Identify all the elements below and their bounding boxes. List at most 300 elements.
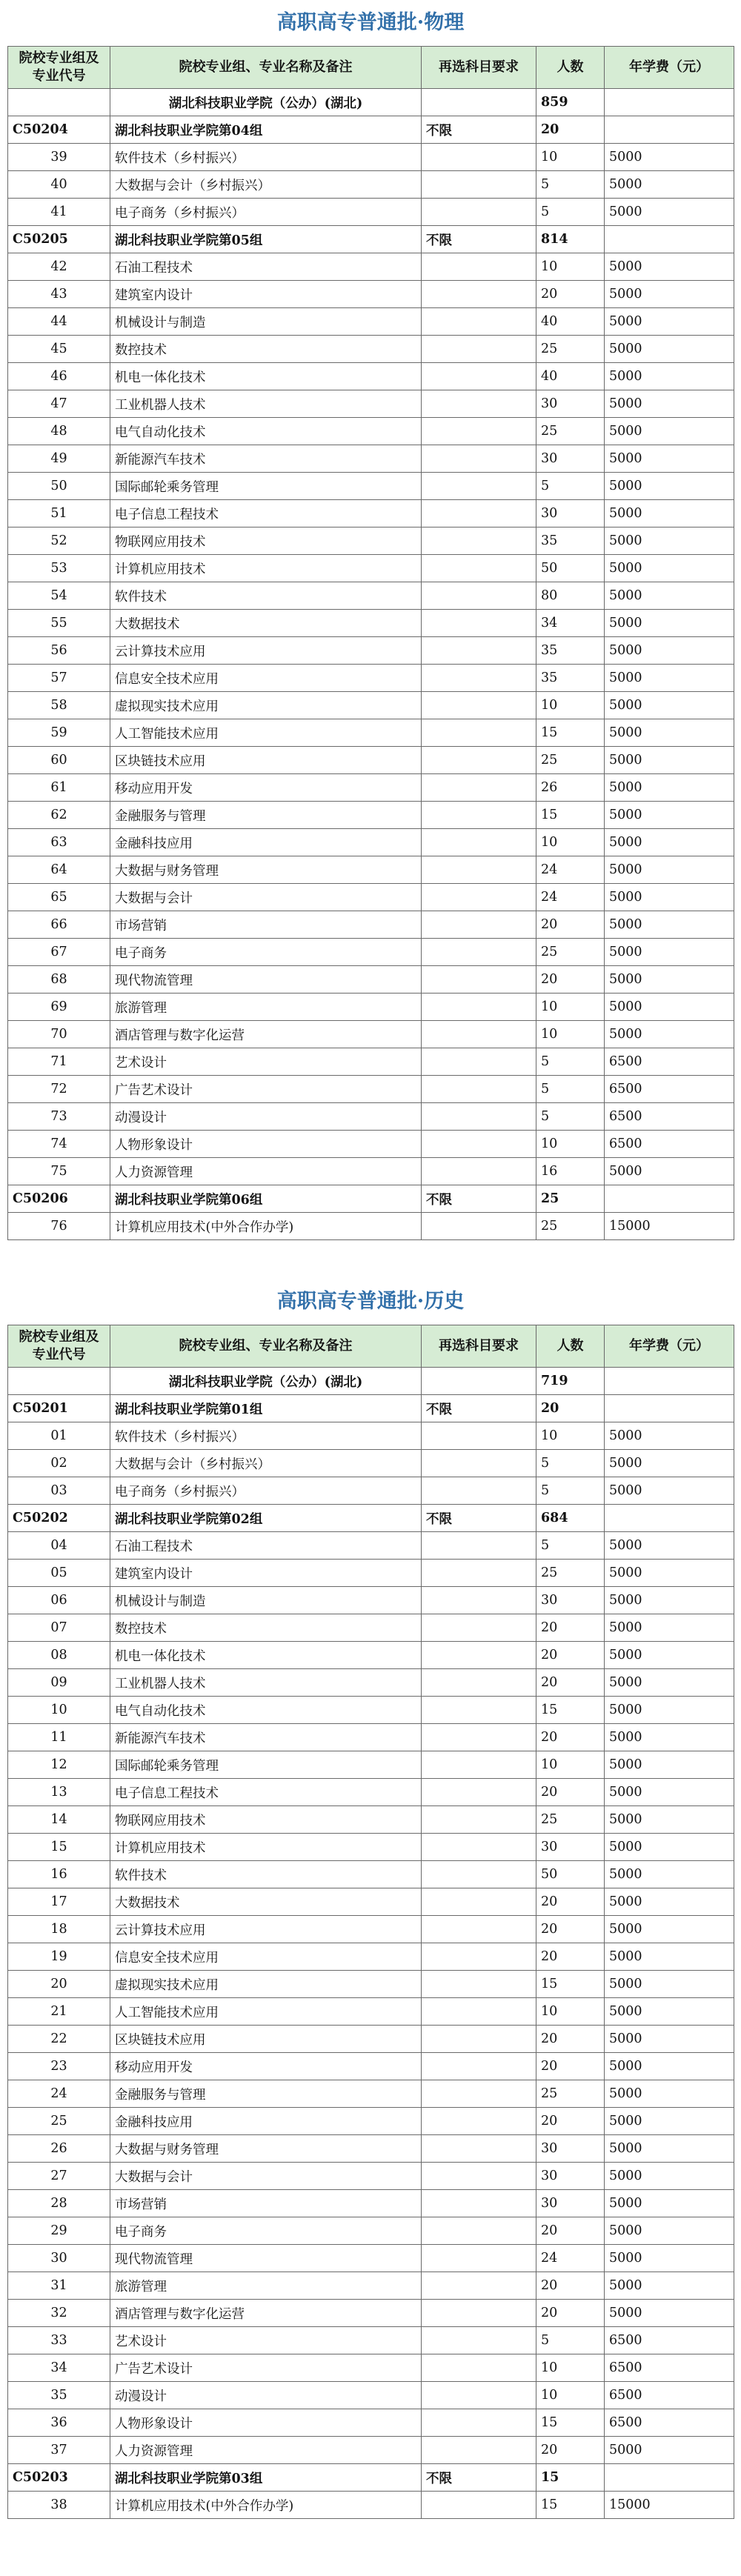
table-row	[8, 637, 734, 665]
row-requirement	[422, 1103, 536, 1131]
table-row	[8, 994, 734, 1021]
row-code: 05	[8, 1560, 110, 1587]
row-requirement	[422, 1834, 536, 1861]
row-count: 5	[536, 199, 605, 226]
row-name: 人力资源管理	[110, 1158, 422, 1185]
row-count: 20	[536, 911, 605, 939]
section-title: 高职高专普通批·历史	[276, 1290, 465, 1313]
row-name: 现代物流管理	[110, 966, 422, 994]
table-row	[8, 2300, 734, 2327]
row-name: 电子商务	[110, 939, 422, 966]
row-fee: 5000	[605, 1450, 734, 1477]
table-row	[8, 1587, 734, 1614]
row-requirement	[422, 610, 536, 637]
table-row	[8, 774, 734, 802]
row-code: 13	[8, 1779, 110, 1806]
row-code: 37	[8, 2437, 110, 2464]
row-code: 36	[8, 2409, 110, 2437]
row-requirement	[422, 802, 536, 829]
table-header-row	[8, 47, 734, 89]
row-name: 软件技术	[110, 1861, 422, 1888]
row-name: 市场营销	[110, 2190, 422, 2217]
row-code: 54	[8, 582, 110, 610]
table-row	[8, 2217, 734, 2245]
row-name: 人工智能技术应用	[110, 1998, 422, 2026]
admission-table	[7, 1325, 734, 2519]
table-row	[8, 2163, 734, 2190]
row-code: 64	[8, 856, 110, 884]
row-count: 30	[536, 445, 605, 473]
table-row	[8, 1943, 734, 1971]
row-fee: 5000	[605, 994, 734, 1021]
group-row	[8, 1505, 734, 1532]
row-code: 58	[8, 692, 110, 719]
row-fee: 5000	[605, 939, 734, 966]
row-requirement	[422, 500, 536, 527]
row-name: 软件技术（乡村振兴）	[110, 1422, 422, 1450]
row-name: 国际邮轮乘务管理	[110, 473, 422, 500]
row-requirement	[422, 665, 536, 692]
row-name: 金融服务与管理	[110, 802, 422, 829]
row-requirement	[422, 2190, 536, 2217]
row-code: C50203	[8, 2464, 110, 2492]
row-count: 5	[536, 473, 605, 500]
table-row	[8, 610, 734, 637]
table-row	[8, 1532, 734, 1560]
row-name: 数控技术	[110, 1614, 422, 1642]
group-row	[8, 1395, 734, 1422]
row-fee: 5000	[605, 336, 734, 363]
row-fee: 5000	[605, 582, 734, 610]
row-code: 24	[8, 2080, 110, 2108]
row-name: 酒店管理与数字化运营	[110, 2300, 422, 2327]
row-fee: 5000	[605, 884, 734, 911]
row-count: 20	[536, 966, 605, 994]
row-count: 5	[536, 1477, 605, 1505]
row-fee: 5000	[605, 692, 734, 719]
row-code: 20	[8, 1971, 110, 1998]
table-row	[8, 308, 734, 336]
row-code: 73	[8, 1103, 110, 1131]
row-name: 建筑室内设计	[110, 281, 422, 308]
row-code: 26	[8, 2135, 110, 2163]
row-requirement	[422, 2272, 536, 2300]
row-name: 电气自动化技术	[110, 418, 422, 445]
row-fee: 5000	[605, 418, 734, 445]
row-fee	[605, 1185, 734, 1213]
row-requirement	[422, 829, 536, 856]
table-row	[8, 171, 734, 199]
row-name: 区块链技术应用	[110, 2026, 422, 2053]
row-fee: 6500	[605, 2354, 734, 2382]
row-code: 68	[8, 966, 110, 994]
row-code: 35	[8, 2382, 110, 2409]
header-count: 人数	[536, 47, 605, 89]
row-name: 大数据与会计（乡村振兴）	[110, 1450, 422, 1477]
row-fee: 6500	[605, 2409, 734, 2437]
row-count: 20	[536, 1614, 605, 1642]
row-requirement	[422, 390, 536, 418]
row-fee	[605, 2464, 734, 2492]
row-requirement	[422, 856, 536, 884]
row-fee: 5000	[605, 747, 734, 774]
row-count: 20	[536, 1395, 605, 1422]
row-requirement	[422, 1697, 536, 1724]
row-count: 20	[536, 2053, 605, 2080]
row-name: 人物形象设计	[110, 2409, 422, 2437]
table-row	[8, 500, 734, 527]
row-count: 20	[536, 2437, 605, 2464]
row-code: 56	[8, 637, 110, 665]
section-history	[7, 1279, 734, 2519]
row-count: 25	[536, 1560, 605, 1587]
row-requirement	[422, 1532, 536, 1560]
header-requirement: 再选科目要求	[422, 47, 536, 89]
row-fee: 5000	[605, 2026, 734, 2053]
row-requirement: 不限	[422, 2464, 536, 2492]
table-row	[8, 473, 734, 500]
row-code: 62	[8, 802, 110, 829]
row-requirement	[422, 1614, 536, 1642]
row-fee: 5000	[605, 1021, 734, 1048]
row-requirement	[422, 2108, 536, 2135]
row-name: 湖北科技职业学院第06组	[110, 1185, 422, 1213]
row-count: 684	[536, 1505, 605, 1532]
row-name: 虚拟现实技术应用	[110, 1971, 422, 1998]
row-code: 53	[8, 555, 110, 582]
table-row	[8, 884, 734, 911]
row-code: 07	[8, 1614, 110, 1642]
row-name: 大数据技术	[110, 1888, 422, 1916]
table-body	[8, 1368, 734, 2519]
row-fee: 5000	[605, 199, 734, 226]
row-name: 信息安全技术应用	[110, 665, 422, 692]
row-fee: 5000	[605, 144, 734, 171]
row-count: 20	[536, 2300, 605, 2327]
table-row	[8, 1076, 734, 1103]
row-requirement	[422, 994, 536, 1021]
row-count: 20	[536, 281, 605, 308]
row-requirement	[422, 1021, 536, 1048]
row-fee: 5000	[605, 390, 734, 418]
row-count: 10	[536, 2354, 605, 2382]
table-row	[8, 2135, 734, 2163]
row-code: 25	[8, 2108, 110, 2135]
header-fee: 年学费（元）	[605, 47, 734, 89]
row-code: 65	[8, 884, 110, 911]
row-fee: 5000	[605, 500, 734, 527]
table-row	[8, 1834, 734, 1861]
row-fee	[605, 1368, 734, 1395]
row-fee: 5000	[605, 2108, 734, 2135]
row-name: 大数据技术	[110, 610, 422, 637]
row-name: 湖北科技职业学院（公办）(湖北)	[110, 89, 422, 116]
row-name: 云计算技术应用	[110, 637, 422, 665]
table-row	[8, 1697, 734, 1724]
row-fee	[605, 1395, 734, 1422]
row-code: 18	[8, 1916, 110, 1943]
row-requirement	[422, 363, 536, 390]
row-requirement	[422, 1751, 536, 1779]
row-fee: 5000	[605, 2245, 734, 2272]
row-code: 11	[8, 1724, 110, 1751]
row-requirement	[422, 2327, 536, 2354]
table-row	[8, 445, 734, 473]
table-row	[8, 199, 734, 226]
row-name: 软件技术（乡村振兴）	[110, 144, 422, 171]
row-count: 15	[536, 1971, 605, 1998]
row-code: C50204	[8, 116, 110, 144]
row-requirement	[422, 336, 536, 363]
row-name: 软件技术	[110, 582, 422, 610]
row-fee: 5000	[605, 363, 734, 390]
row-count: 30	[536, 1587, 605, 1614]
table-row	[8, 2272, 734, 2300]
table-row	[8, 856, 734, 884]
row-code: 57	[8, 665, 110, 692]
row-code: 04	[8, 1532, 110, 1560]
row-fee: 5000	[605, 856, 734, 884]
row-fee: 6500	[605, 1131, 734, 1158]
row-count: 20	[536, 1916, 605, 1943]
row-name: 计算机应用技术(中外合作办学)	[110, 1213, 422, 1240]
row-requirement	[422, 2245, 536, 2272]
row-code: 44	[8, 308, 110, 336]
row-name: 机械设计与制造	[110, 308, 422, 336]
row-name: 动漫设计	[110, 2382, 422, 2409]
row-code: C50202	[8, 1505, 110, 1532]
row-fee: 5000	[605, 1751, 734, 1779]
row-count: 10	[536, 253, 605, 281]
row-count: 34	[536, 610, 605, 637]
row-code: 74	[8, 1131, 110, 1158]
row-count: 5	[536, 1103, 605, 1131]
group-row	[8, 1185, 734, 1213]
row-code: 69	[8, 994, 110, 1021]
table-row	[8, 253, 734, 281]
row-count: 25	[536, 939, 605, 966]
row-count: 35	[536, 527, 605, 555]
row-requirement	[422, 1587, 536, 1614]
table-row	[8, 2080, 734, 2108]
row-requirement	[422, 2382, 536, 2409]
row-requirement: 不限	[422, 1185, 536, 1213]
row-requirement	[422, 527, 536, 555]
row-requirement	[422, 2135, 536, 2163]
group-row	[8, 116, 734, 144]
row-fee: 6500	[605, 1103, 734, 1131]
row-name: 机电一体化技术	[110, 363, 422, 390]
row-code: C50206	[8, 1185, 110, 1213]
row-requirement	[422, 2080, 536, 2108]
row-fee: 15000	[605, 1213, 734, 1240]
row-name: 机械设计与制造	[110, 1587, 422, 1614]
row-count: 10	[536, 1021, 605, 1048]
row-name: 工业机器人技术	[110, 1669, 422, 1697]
row-code: 55	[8, 610, 110, 637]
row-requirement	[422, 774, 536, 802]
row-count: 20	[536, 1779, 605, 1806]
row-requirement	[422, 2163, 536, 2190]
table-row	[8, 144, 734, 171]
row-code: 47	[8, 390, 110, 418]
row-count: 30	[536, 1834, 605, 1861]
row-name: 人物形象设计	[110, 1131, 422, 1158]
row-name: 区块链技术应用	[110, 747, 422, 774]
row-count: 24	[536, 856, 605, 884]
table-row	[8, 1669, 734, 1697]
row-fee: 5000	[605, 1587, 734, 1614]
row-count: 26	[536, 774, 605, 802]
row-name: 电子商务	[110, 2217, 422, 2245]
row-fee: 5000	[605, 829, 734, 856]
row-requirement	[422, 1076, 536, 1103]
row-name: 数控技术	[110, 336, 422, 363]
row-name: 旅游管理	[110, 2272, 422, 2300]
table-row	[8, 2245, 734, 2272]
row-count: 10	[536, 1998, 605, 2026]
row-code	[8, 89, 110, 116]
table-row	[8, 2409, 734, 2437]
row-code: 21	[8, 1998, 110, 2026]
row-fee	[605, 89, 734, 116]
row-code: 23	[8, 2053, 110, 2080]
school-row	[8, 89, 734, 116]
table-row	[8, 939, 734, 966]
row-count: 20	[536, 1943, 605, 1971]
table-row	[8, 336, 734, 363]
row-count: 5	[536, 1076, 605, 1103]
table-row	[8, 2026, 734, 2053]
row-fee	[605, 1505, 734, 1532]
row-fee: 5000	[605, 1779, 734, 1806]
row-fee: 5000	[605, 2053, 734, 2080]
row-code: 32	[8, 2300, 110, 2327]
row-fee: 5000	[605, 1806, 734, 1834]
row-fee: 5000	[605, 1697, 734, 1724]
row-requirement	[422, 2217, 536, 2245]
table-row	[8, 390, 734, 418]
row-fee: 5000	[605, 1916, 734, 1943]
row-requirement	[422, 281, 536, 308]
row-fee: 5000	[605, 2300, 734, 2327]
school-row	[8, 1368, 734, 1395]
row-fee: 15000	[605, 2492, 734, 2519]
table-row	[8, 692, 734, 719]
table-row	[8, 1103, 734, 1131]
row-requirement: 不限	[422, 226, 536, 253]
row-name: 金融科技应用	[110, 2108, 422, 2135]
table-row	[8, 1751, 734, 1779]
row-count: 719	[536, 1368, 605, 1395]
row-requirement	[422, 1158, 536, 1185]
row-fee: 5000	[605, 719, 734, 747]
row-code: 30	[8, 2245, 110, 2272]
table-row	[8, 2190, 734, 2217]
row-fee: 5000	[605, 2437, 734, 2464]
row-name: 计算机应用技术	[110, 555, 422, 582]
row-count: 5	[536, 1532, 605, 1560]
row-fee: 5000	[605, 171, 734, 199]
table-row	[8, 2354, 734, 2382]
section-gap	[0, 1240, 741, 1279]
row-code: 17	[8, 1888, 110, 1916]
table-row	[8, 802, 734, 829]
row-code: 22	[8, 2026, 110, 2053]
row-code: 27	[8, 2163, 110, 2190]
row-name: 大数据与财务管理	[110, 2135, 422, 2163]
row-name: 广告艺术设计	[110, 1076, 422, 1103]
row-name: 湖北科技职业学院第01组	[110, 1395, 422, 1422]
row-fee: 5000	[605, 2272, 734, 2300]
row-requirement	[422, 1943, 536, 1971]
row-code: 03	[8, 1477, 110, 1505]
row-fee: 6500	[605, 2382, 734, 2409]
row-fee: 5000	[605, 473, 734, 500]
row-count: 25	[536, 747, 605, 774]
row-requirement	[422, 308, 536, 336]
row-name: 人工智能技术应用	[110, 719, 422, 747]
row-requirement	[422, 1669, 536, 1697]
row-code: 15	[8, 1834, 110, 1861]
row-name: 移动应用开发	[110, 774, 422, 802]
row-count: 10	[536, 2382, 605, 2409]
table-row	[8, 1779, 734, 1806]
row-fee: 5000	[605, 1158, 734, 1185]
row-count: 5	[536, 171, 605, 199]
row-count: 5	[536, 1450, 605, 1477]
row-code: C50201	[8, 1395, 110, 1422]
row-requirement	[422, 1131, 536, 1158]
row-code: 10	[8, 1697, 110, 1724]
row-requirement	[422, 2354, 536, 2382]
table-row	[8, 1642, 734, 1669]
row-requirement	[422, 911, 536, 939]
row-name: 新能源汽车技术	[110, 445, 422, 473]
table-row	[8, 829, 734, 856]
row-count: 20	[536, 116, 605, 144]
header-code: 院校专业组及专业代号	[8, 1325, 110, 1368]
row-count: 15	[536, 719, 605, 747]
row-name: 虚拟现实技术应用	[110, 692, 422, 719]
row-count: 859	[536, 89, 605, 116]
row-count: 20	[536, 2026, 605, 2053]
header-requirement: 再选科目要求	[422, 1325, 536, 1368]
table-header-row	[8, 1325, 734, 1368]
row-code: 19	[8, 1943, 110, 1971]
row-name: 电子信息工程技术	[110, 1779, 422, 1806]
row-fee: 5000	[605, 555, 734, 582]
row-count: 24	[536, 884, 605, 911]
row-requirement	[422, 1048, 536, 1076]
table-row	[8, 1724, 734, 1751]
row-code: 08	[8, 1642, 110, 1669]
row-fee: 5000	[605, 1532, 734, 1560]
table-row	[8, 2382, 734, 2409]
row-code: 52	[8, 527, 110, 555]
row-count: 15	[536, 2492, 605, 2519]
row-name: 新能源汽车技术	[110, 1724, 422, 1751]
group-row	[8, 2464, 734, 2492]
row-code: 50	[8, 473, 110, 500]
row-name: 动漫设计	[110, 1103, 422, 1131]
row-fee: 5000	[605, 665, 734, 692]
row-name: 艺术设计	[110, 1048, 422, 1076]
row-code: 16	[8, 1861, 110, 1888]
table-row	[8, 555, 734, 582]
row-fee: 5000	[605, 445, 734, 473]
row-count: 20	[536, 2272, 605, 2300]
